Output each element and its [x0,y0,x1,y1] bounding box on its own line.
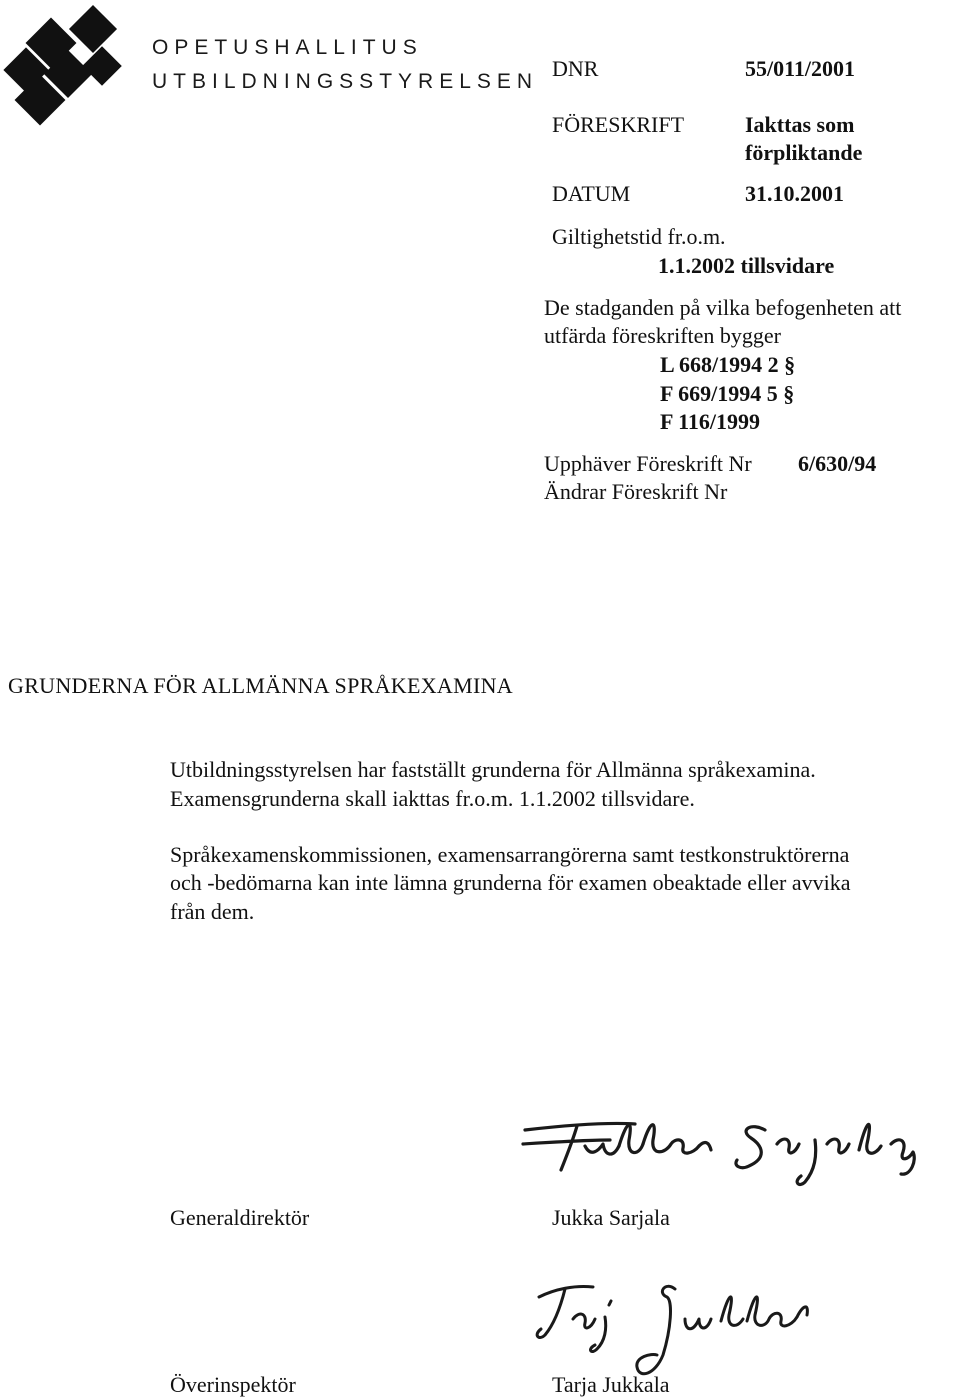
type-value-line2: förpliktande [745,140,863,165]
document-title: GRUNDERNA FÖR ALLMÄNNA SPRÅKEXAMINA [8,673,513,698]
signatory-name: Tarja Jukkala [552,1372,670,1397]
paragraph-line: och -bedömarna kan inte lämna grunderna för examen obeaktade eller avvika [170,870,851,895]
date-value: 31.10.2001 [745,181,844,206]
diamond-grid-logo-icon [2,2,128,128]
authority-line1: De stadganden på vilka befogenheten att [544,295,902,320]
paragraph-line: Examensgrunderna skall iakttas fr.o.m. 1.1.2002 tillsvidare. [170,786,695,811]
date-label: DATUM [552,181,631,206]
law-reference: F 116/1999 [660,409,761,434]
paragraph-line: Språkexamenskommissionen, examensarrangörerna samt testkonstruktörerna [170,842,850,867]
repeals-value: 6/630/94 [798,451,877,476]
signatory-role: Generaldirektör [170,1205,310,1230]
paragraph-line: Utbildningsstyrelsen har fastställt grunderna för Allmänna språkexamina. [170,757,816,782]
authority-line2: utfärda föreskriften bygger [544,323,782,348]
signatory-role: Överinspektör [170,1372,296,1397]
paragraph-line: från dem. [170,899,255,924]
handwritten-signature-icon [525,1275,815,1385]
org-name-sv: UTBILDNINGSSTYRELSEN [152,70,539,93]
law-reference: L 668/1994 2 § [660,352,796,377]
law-reference: F 669/1994 5 § [660,381,795,406]
signatory-name: Jukka Sarjala [552,1205,670,1230]
repeals-label: Upphäver Föreskrift Nr [544,451,752,476]
validity-value: 1.1.2002 tillsvidare [658,253,835,278]
type-value-line1: Iakttas som [745,112,855,137]
dnr-label: DNR [552,56,599,81]
validity-label: Giltighetstid fr.o.m. [552,224,726,249]
type-label: FÖRESKRIFT [552,112,685,137]
amends-label: Ändrar Föreskrift Nr [544,479,728,504]
handwritten-signature-icon [515,1100,935,1190]
org-name-fi: OPETUSHALLITUS [152,36,423,59]
dnr-value: 55/011/2001 [745,56,856,81]
